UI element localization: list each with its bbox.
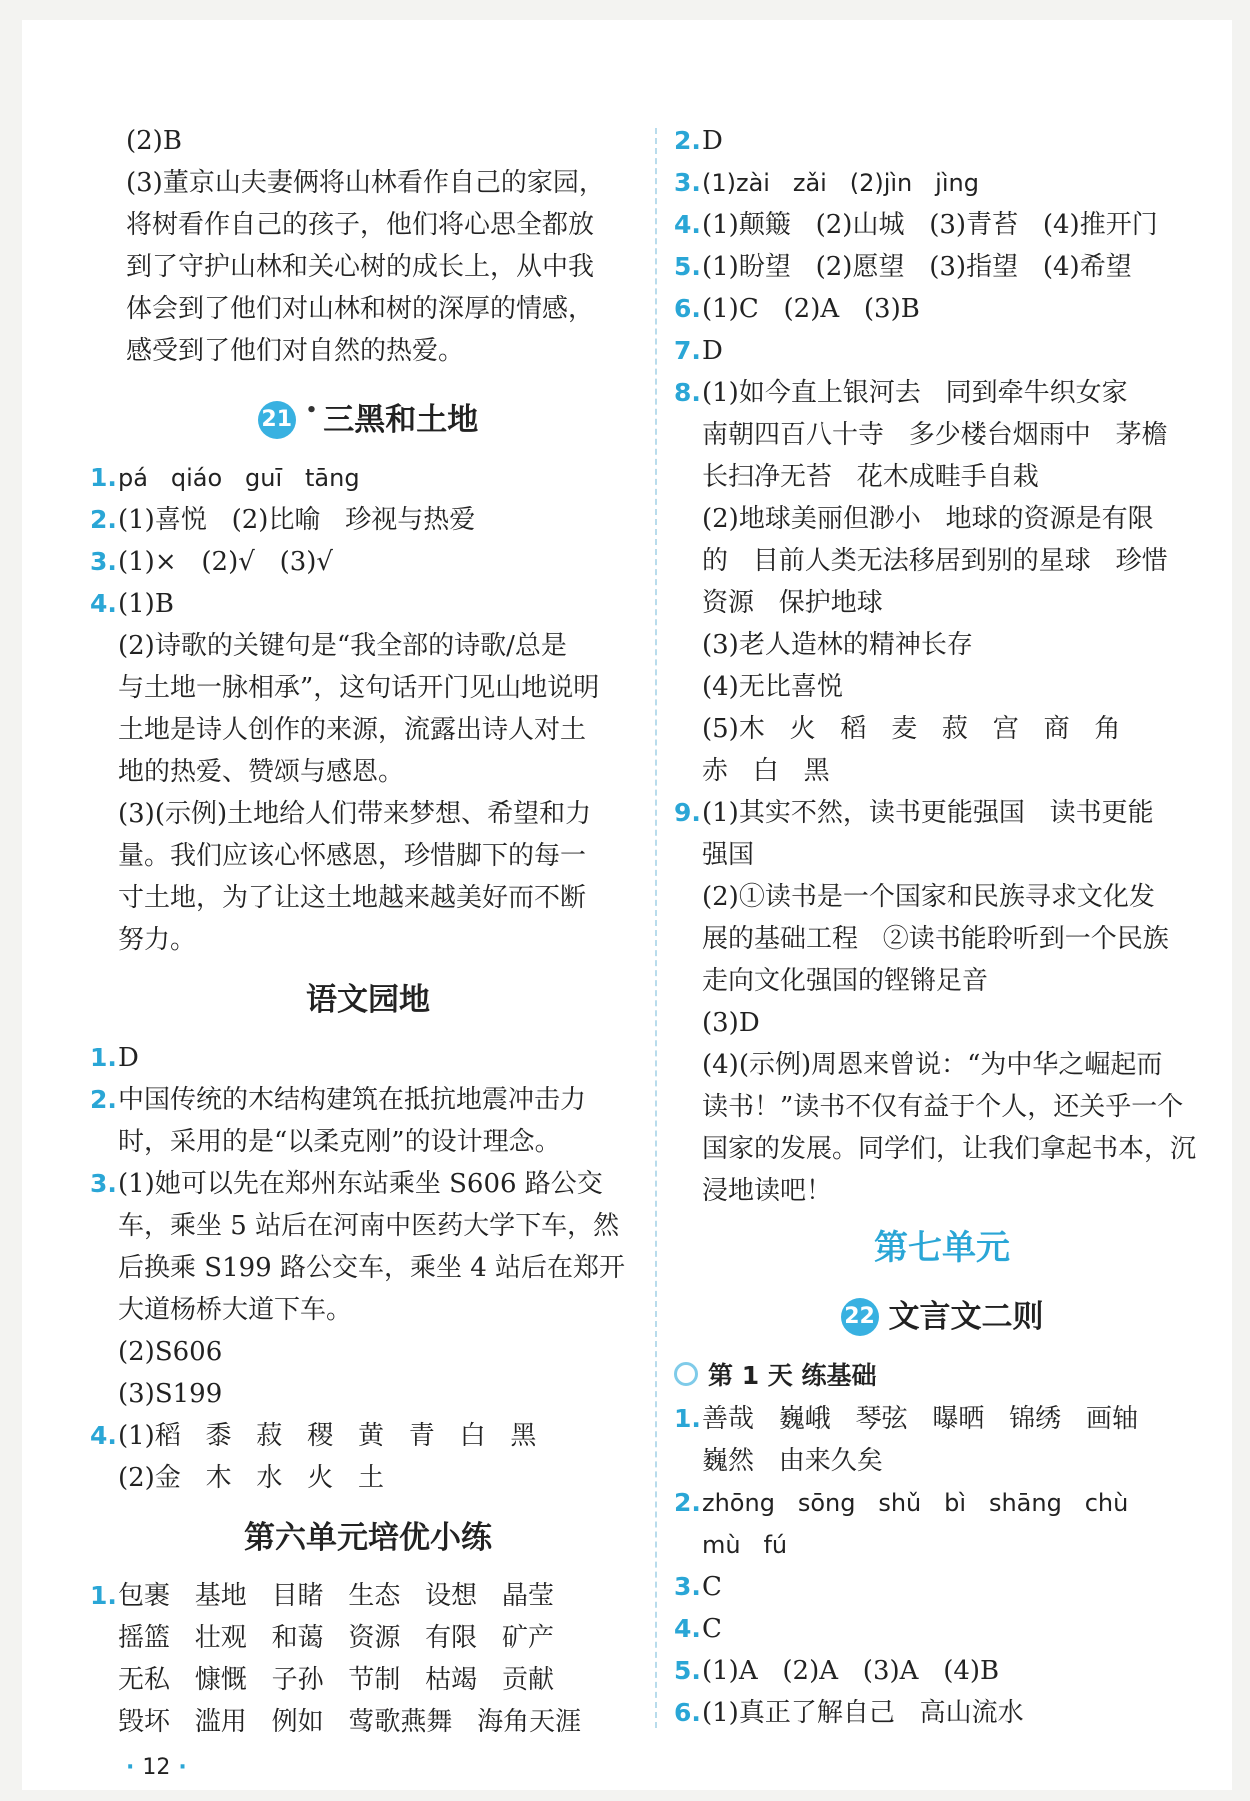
answer-line: (5)木 火 稻 麦 菽 宫 商 角 [702,714,1121,744]
answer-text [118,499,646,541]
column-divider [655,128,657,1728]
answer-line: 体会到了他们对山林和树的深厚的情感， [126,294,595,324]
answer-line: 资源 保护地球 [702,588,883,618]
answer-line: (1)喜悦 (2)比喻 珍视与热爱 [118,505,476,535]
answer-line: (1)如今直上银河去 同到牵牛织女家 [702,378,1128,408]
question-number: 4. [90,1421,117,1450]
lesson-21-heading [90,386,646,445]
answer-item [90,1163,646,1415]
answer-line: (1)颠簸 (2)山城 (3)青苔 (4)推开门 [702,210,1158,240]
lesson-number-badge: 22 [841,1298,879,1336]
answer-line: (4)(示例)周恩来曾说：“为中华之崛起而 [702,1050,1163,1080]
answer-item [674,120,1210,162]
answer-item [674,1608,1210,1650]
question-number: 3. [674,1572,701,1601]
answer-text [118,541,646,583]
day-label [674,1354,1210,1398]
answer-item [90,583,646,961]
optional-star-icon: • [305,400,318,421]
garden-heading [90,975,646,1025]
answer-line: 毁坏 滥用 例如 莺歌燕舞 海角天涯 [118,1707,582,1737]
answer-text [702,288,1210,330]
answer-text [702,204,1210,246]
answer-line: 努力。 [118,925,197,955]
answer-item [674,792,1210,1212]
garden-title: 语文园地 [306,982,430,1018]
answer-line: (2)地球美丽但渺小 地球的资源是有限 [702,504,1154,534]
answer-item [90,1415,646,1499]
answer-text [702,162,1210,204]
answer-text [702,792,1210,1212]
answer-text [702,246,1210,288]
circle-icon [674,1362,698,1386]
unit6-practice-title: 第六单元培优小练 [244,1520,492,1556]
answer-line: 善哉 巍峨 琴弦 曝晒 锦绣 画轴 [702,1404,1138,1434]
question-number: 3. [90,547,117,576]
answer-line: 读书！”读书不仅有益于个人，还关乎一个 [702,1092,1184,1122]
answer-text [702,1692,1210,1734]
answer-line: C [702,1572,722,1602]
garden-answers [90,1037,646,1499]
answer-line: D [118,1043,139,1073]
answer-line: 时，采用的是“以柔克刚”的设计理念。 [118,1127,561,1157]
answer-line: (2)金 木 水 火 土 [118,1463,385,1493]
lesson-22-heading [674,1292,1210,1342]
answer-text [702,1398,1210,1482]
question-number: 3. [674,168,701,197]
answer-item [674,1566,1210,1608]
answer-text [118,1079,646,1163]
answer-item [674,1650,1210,1692]
answer-text [118,1575,646,1743]
answer-line: (1)她可以先在郑州东站乘坐 S606 路公交 [118,1169,603,1199]
question-number: 1. [90,463,117,492]
question-number: 9. [674,798,701,827]
answer-item [90,499,646,541]
answer-item [90,1037,646,1079]
answer-item [90,1575,646,1743]
question-number: 5. [674,1656,701,1685]
answer-line: (1)C (2)A (3)B [702,294,920,324]
answer-line: (1)zài zǎi (2)jìn jìng [702,169,979,197]
answer-line: 量。我们应该心怀感恩，珍惜脚下的每一 [118,841,587,871]
answer-line: (1)× (2)√ (3)√ [118,547,333,577]
answer-line: 摇篮 壮观 和蔼 资源 有限 矿产 [118,1623,554,1653]
question-number: 3. [90,1169,117,1198]
question-number: 4. [674,210,701,239]
answer-line: 走向文化强国的铿锵足音 [702,966,989,996]
right-column [674,120,1210,1734]
lesson-21-title: 三黑和土地 [323,402,479,438]
answer-item [674,204,1210,246]
answer-item [90,457,646,499]
question-number: 5. [674,252,701,281]
left-column [90,120,646,1743]
question-number: 1. [90,1581,117,1610]
question-number: 2. [674,1488,701,1517]
answer-line: (2)B [126,126,182,156]
answer-line: 国家的发展。同学们，让我们拿起书本，沉 [702,1134,1197,1164]
answer-text [702,1566,1210,1608]
answer-line: 长扫净无苔 花木成畦手自栽 [702,462,1039,492]
answer-text [702,372,1210,792]
answer-line: 大道杨桥大道下车。 [118,1295,353,1325]
answer-line: 后换乘 S199 路公交车，乘坐 4 站后在郑开 [118,1253,626,1283]
question-number: 7. [674,336,701,365]
answer-item [674,246,1210,288]
answer-item [674,162,1210,204]
question-number: 4. [90,589,117,618]
answer-line: (2)S606 [118,1337,223,1367]
question-number: 2. [674,126,701,155]
answer-line: (1)B [118,589,174,619]
footer-dot-icon: · [178,1755,187,1780]
answer-line: 将树看作自己的孩子，他们将心思全都放 [126,210,595,240]
answer-line: 寸土地，为了让这土地越来越美好而不断 [118,883,587,913]
answer-item [90,1079,646,1163]
answer-line: mù fú [702,1531,788,1559]
answer-line: (3)(示例)土地给人们带来梦想、希望和力 [118,799,592,829]
question-number: 1. [90,1043,117,1072]
answer-text [702,120,1210,162]
answer-line: 浸地读吧！ [702,1176,833,1206]
question-number: 2. [90,1085,117,1114]
answer-line: 土地是诗人创作的来源，流露出诗人对土 [118,715,587,745]
answer-item [674,288,1210,330]
footer-dot-icon: · [126,1755,135,1780]
answer-text [118,1037,646,1079]
answer-item [674,1482,1210,1566]
answer-line: D [702,126,723,156]
intro-answers [90,120,646,372]
question-number: 6. [674,294,701,323]
answer-line: 中国传统的木结构建筑在抵抗地震冲击力 [118,1085,587,1115]
answer-line: (4)无比喜悦 [702,672,843,702]
answer-line: (1)A (2)A (3)A (4)B [702,1656,1000,1686]
question-number: 8. [674,378,701,407]
day-label-text: 第 1 天 练基础 [708,1361,877,1390]
unit6-answers-continued [674,120,1210,1212]
answer-line: (1)盼望 (2)愿望 (3)指望 (4)希望 [702,252,1132,282]
answer-line: C [702,1614,722,1644]
answer-text [702,1608,1210,1650]
answer-text [702,1650,1210,1692]
answer-line: 地的热爱、赞颂与感恩。 [118,757,405,787]
answer-text [702,330,1210,372]
answer-item [674,372,1210,792]
answer-line: (3)D [702,1008,760,1038]
answer-line: 车，乘坐 5 站后在河南中医药大学下车，然 [118,1211,620,1241]
answer-page [22,20,1232,1790]
lesson-22-answers [674,1398,1210,1734]
answer-line: 强国 [702,840,755,870]
answer-line: (1)稻 黍 菽 稷 黄 青 白 黑 [118,1421,537,1451]
answer-line: pá qiáo guī tāng [118,464,360,492]
answer-line: 感受到了他们对自然的热爱。 [126,336,465,366]
lesson-22-title: 文言文二则 [888,1299,1044,1335]
answer-item [674,330,1210,372]
answer-text [118,457,646,499]
answer-line: (3)老人造林的精神长存 [702,630,973,660]
lesson-21-answers [90,457,646,961]
answer-item [90,541,646,583]
answer-line: zhōng sōng shǔ bì shāng chù [702,1489,1129,1517]
answer-line: 展的基础工程 ②读书能聆听到一个民族 [702,924,1169,954]
question-number: 1. [674,1404,701,1433]
answer-line: 赤 白 黑 [702,756,830,786]
answer-item [674,1692,1210,1734]
answer-line: 与土地一脉相承”，这句话开门见山地说明 [118,673,600,703]
page-footer [118,1755,195,1780]
answer-line: 无私 慷慨 子孙 节制 枯竭 贡献 [118,1665,554,1695]
lesson-number-badge: 21 [258,401,296,439]
answer-line: 南朝四百八十寺 多少楼台烟雨中 茅檐 [702,420,1168,450]
answer-text [118,1163,646,1415]
answer-line: 到了守护山林和关心树的成长上，从中我 [126,252,595,282]
answer-line: (1)真正了解自己 高山流水 [702,1698,1024,1728]
answer-item [674,1398,1210,1482]
question-number: 4. [674,1614,701,1643]
unit6-answers [90,1575,646,1743]
answer-line: (2)①读书是一个国家和民族寻求文化发 [702,882,1155,912]
answer-line: D [702,336,723,366]
page-number: 12 [142,1755,171,1780]
answer-line: (1)其实不然，读书更能强国 读书更能 [702,798,1154,828]
answer-line: 包裹 基地 目睹 生态 设想 晶莹 [118,1581,554,1611]
unit7-title: 第七单元 [874,1228,1010,1268]
answer-text [702,1482,1210,1566]
unit6-practice-heading [90,1513,646,1563]
answer-line: (2)诗歌的关键句是“我全部的诗歌/总是 [118,631,567,661]
question-number: 2. [90,505,117,534]
answer-text [118,1415,646,1499]
answer-text [118,583,646,961]
answer-line: 巍然 由来久矣 [702,1446,883,1476]
question-number: 6. [674,1698,701,1727]
answer-line: (3)S199 [118,1379,223,1409]
answer-line: (3)董京山夫妻俩将山林看作自己的家园， [126,168,605,198]
answer-line: 的 目前人类无法移居到别的星球 珍惜 [702,546,1168,576]
